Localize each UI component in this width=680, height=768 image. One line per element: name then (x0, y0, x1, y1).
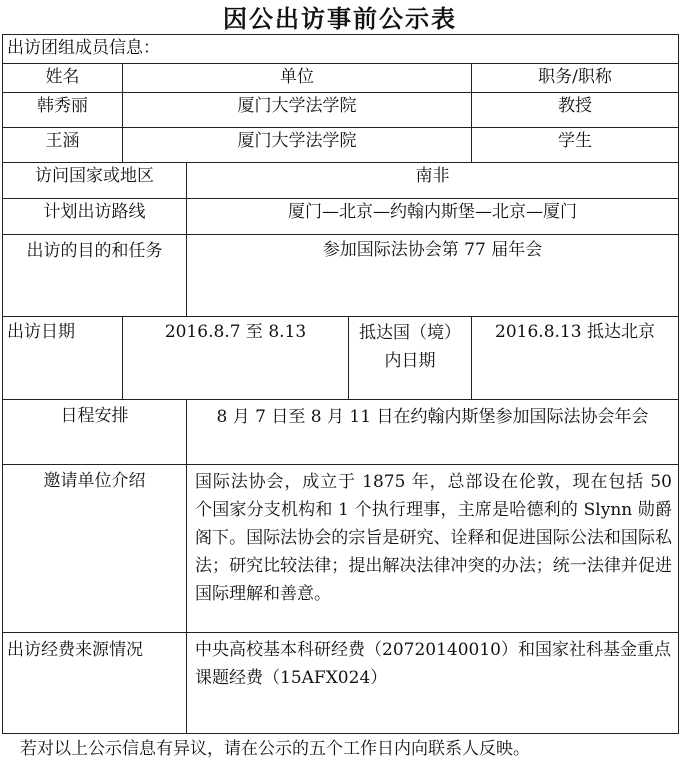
header-name: 姓名 (3, 64, 123, 93)
invite-label: 邀请单位介绍 (3, 465, 187, 633)
member-name: 王涵 (3, 128, 123, 163)
dates-value: 2016.8.7 至 8.13 (123, 317, 349, 400)
country-label: 访问国家或地区 (3, 163, 187, 199)
country-row (3, 163, 679, 199)
schedule-value: 8 月 7 日至 8 月 11 日在约翰内斯堡参加国际法协会年会 (187, 400, 679, 465)
funding-row (3, 633, 679, 734)
members-header-row (3, 64, 679, 93)
funding-value: 中央高校基本科研经费（20720140010）和国家社科基金重点课题经费（15AFX024） (187, 633, 679, 734)
members-label-row (3, 35, 679, 64)
page-title: 因公出访事前公示表 (223, 4, 457, 33)
route-row (3, 199, 679, 235)
member-row (3, 93, 679, 128)
members-label: 出访团组成员信息： (3, 35, 679, 64)
purpose-row (3, 235, 679, 317)
route-value: 厦门—北京—约翰内斯堡—北京—厦门 (187, 199, 679, 235)
disclosure-table (2, 34, 679, 734)
arrival-value: 2016.8.13 抵达北京 (472, 317, 679, 400)
member-unit: 厦门大学法学院 (123, 93, 472, 128)
member-unit: 厦门大学法学院 (123, 128, 472, 163)
invite-value: 国际法协会，成立于 1875 年，总部设在伦敦，现在包括 50 个国家分支机构和 1 个执行理事，主席是哈德利的 Slynn 勋爵阁下。国际法协会的宗旨是研究、诠释和促进国际公法和国际私法；研究比较法律；提出解决法律冲突的办法；统一法律并促进国际理解和善意。 (187, 465, 679, 633)
member-row (3, 128, 679, 163)
country-value: 南非 (187, 163, 679, 199)
member-name: 韩秀丽 (3, 93, 123, 128)
dates-label: 出访日期 (3, 317, 123, 400)
purpose-value: 参加国际法协会第 77 届年会 (187, 235, 679, 317)
header-position: 职务/职称 (472, 64, 679, 93)
funding-label: 出访经费来源情况 (3, 633, 187, 734)
schedule-label: 日程安排 (3, 400, 187, 465)
schedule-row (3, 400, 679, 465)
route-label: 计划出访路线 (3, 199, 187, 235)
dates-row (3, 317, 679, 400)
member-position: 学生 (472, 128, 679, 163)
footer-note: 若对以上公示信息有异议，请在公示的五个工作日内向联系人反映。 (20, 739, 530, 759)
purpose-label: 出访的目的和任务 (3, 235, 187, 317)
header-unit: 单位 (123, 64, 472, 93)
member-position: 教授 (472, 93, 679, 128)
invite-row (3, 465, 679, 633)
arrival-label: 抵达国（境）内日期 (349, 317, 472, 400)
